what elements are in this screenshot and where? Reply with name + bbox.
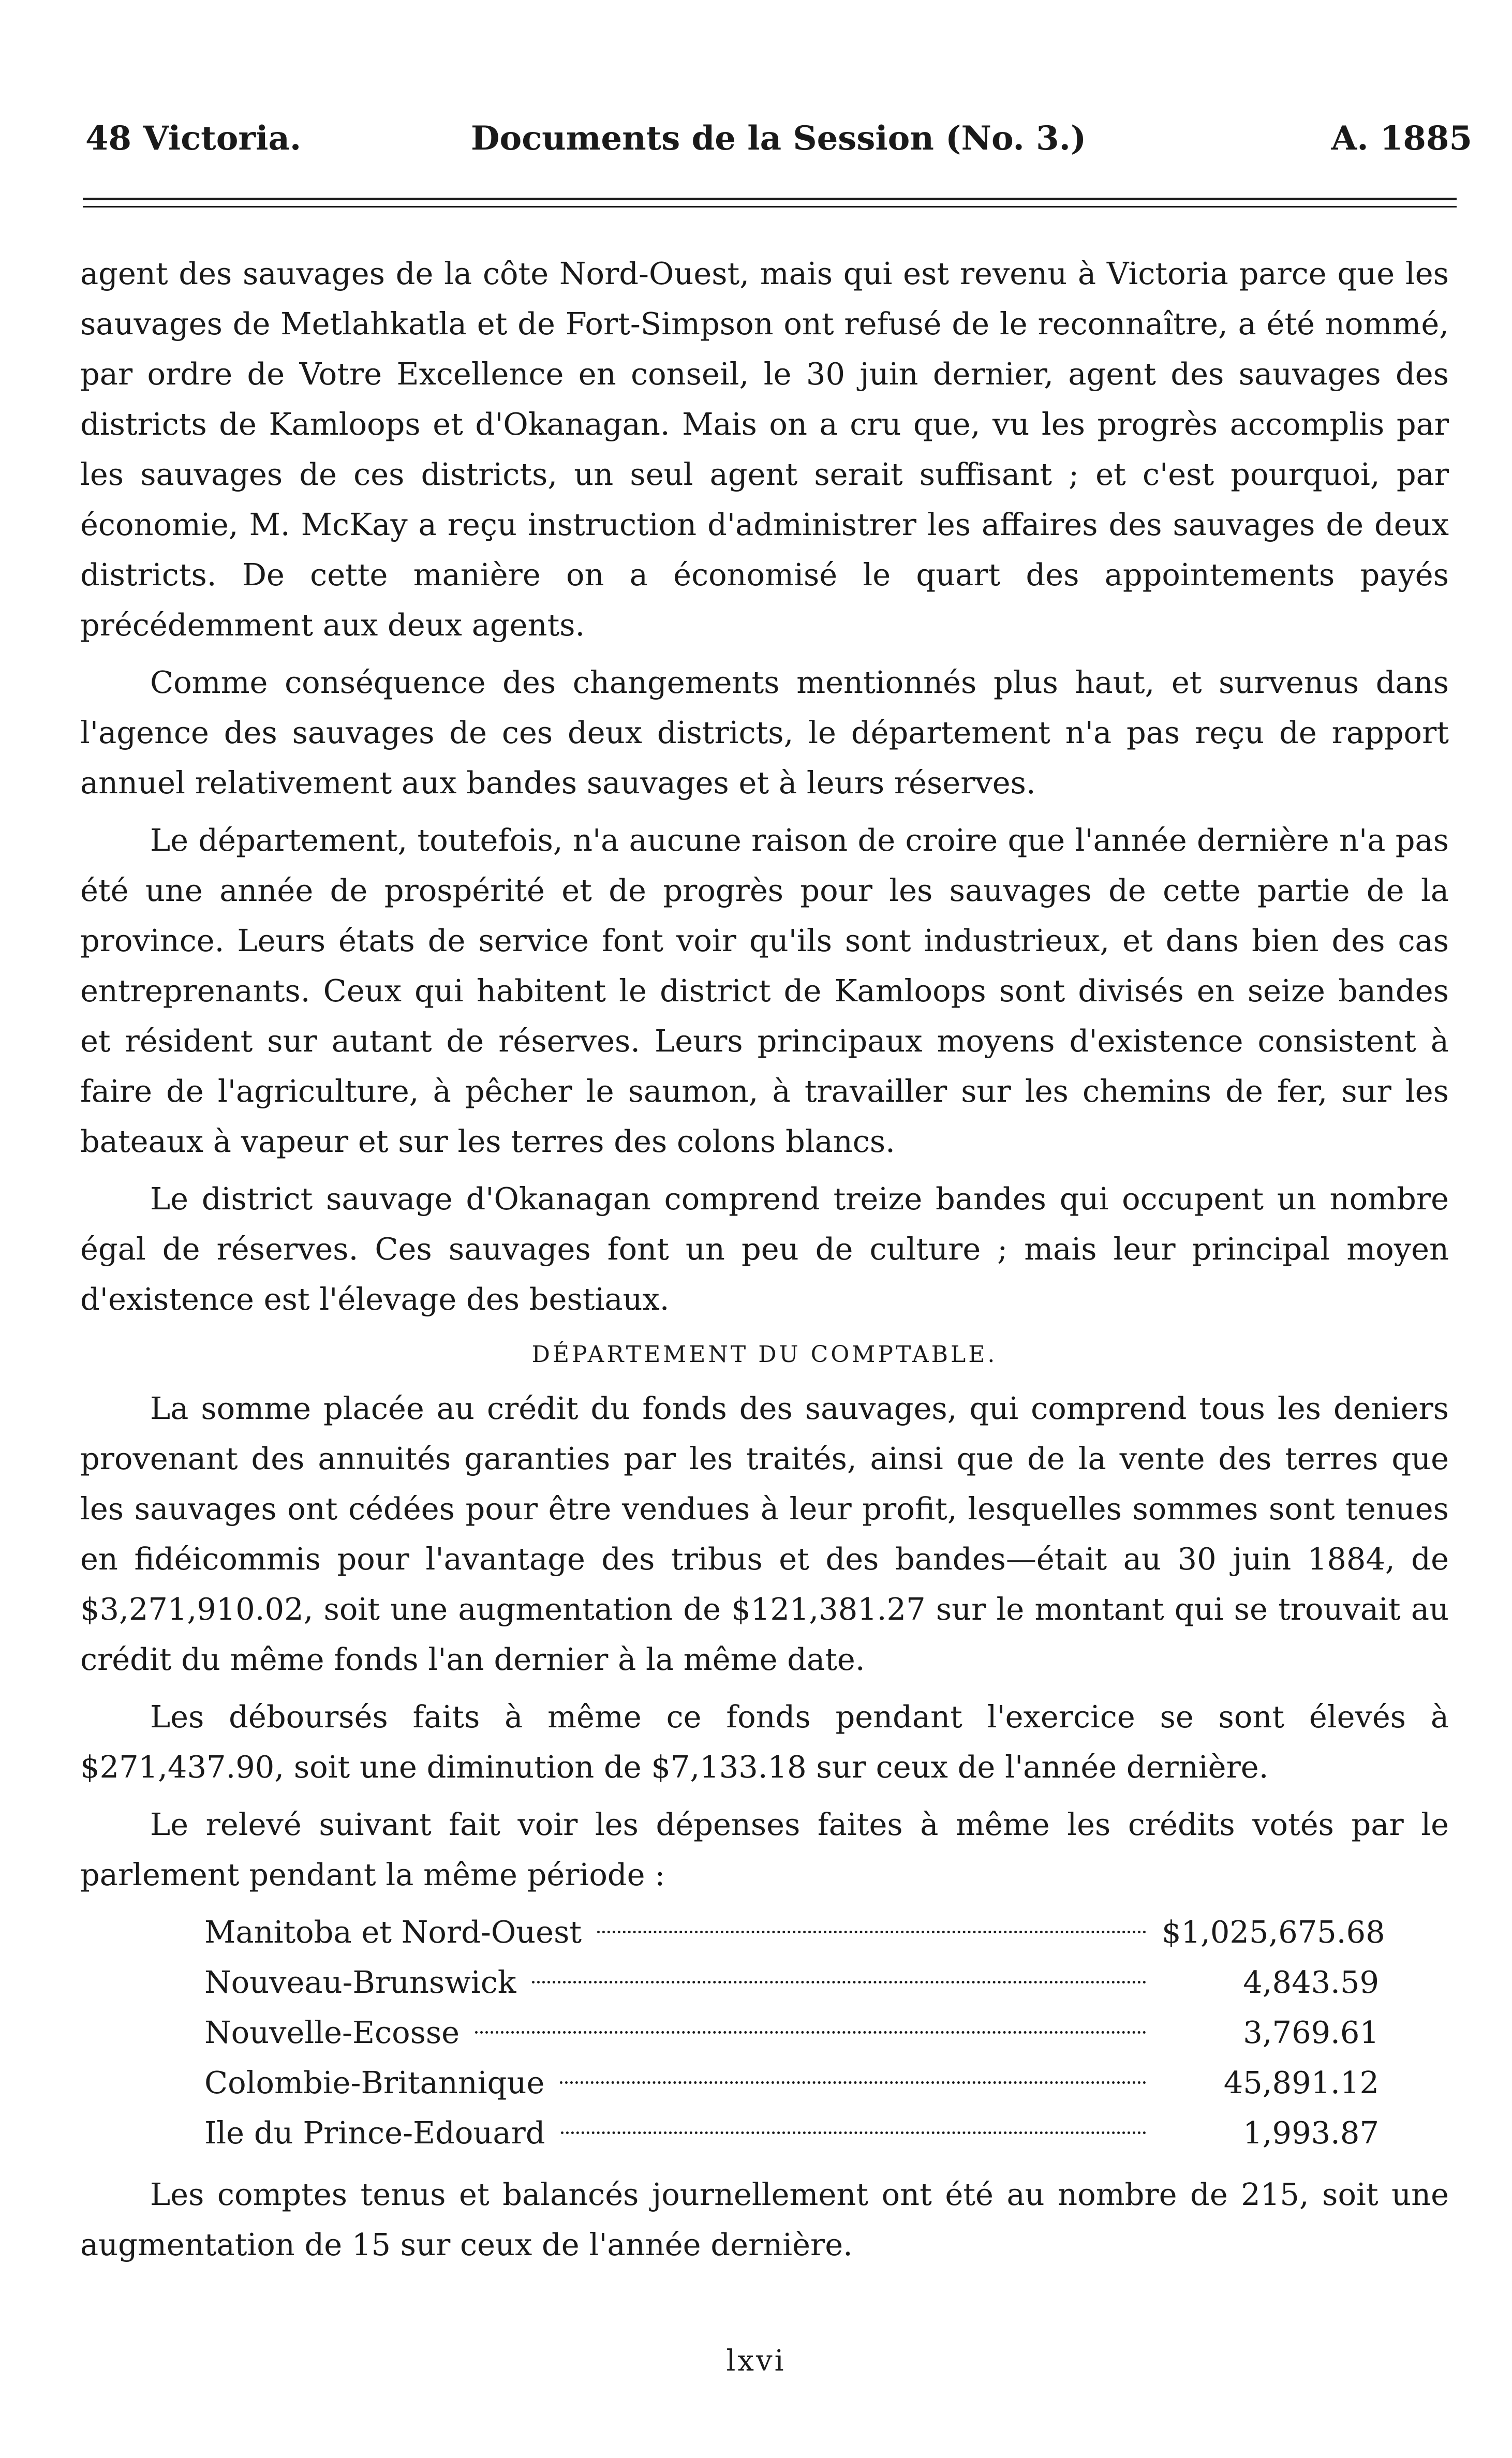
- page-folio: lxvi: [726, 2344, 786, 2378]
- paragraph: La somme placée au crédit du fonds des sauvages, qui comprend tous les deniers provenant des annuités garanties par les traités, ainsi que de la vente des terres que les sauvages ont cédées pour être vendues à leur profit, lesquelles sommes sont tenues en fidéicommis pour l'avantage des tribus et des bandes—était au 30 juin 1884, de $3,271,910.02, soit une augmentation de $121,381.27 sur le montant qui se trouvait au crédit du même fonds l'an dernier à la même date.: [80, 1390, 1449, 1677]
- header-rule-thin: [83, 206, 1457, 208]
- ledger-row: [204, 2057, 1379, 2108]
- header-year: A. 1885: [1331, 119, 1472, 158]
- paragraph: Le relevé suivant fait voir les dépenses faites à même les crédits votés par le parlement pendant la même période :: [80, 1807, 1449, 1892]
- ledger-amount: 1,993.87: [1243, 2115, 1379, 2151]
- body-text: [80, 248, 1449, 2277]
- header-volume: 48 Victoria.: [85, 119, 302, 158]
- paragraph: Les déboursés faits à même ce fonds pendant l'exercice se sont élevés à $271,437.90, soit une diminution de $7,133.18 sur ceux de l'année dernière.: [80, 1699, 1449, 1785]
- leader-dots: [475, 2031, 1146, 2034]
- paragraph: agent des sauvages de la côte Nord-Ouest, mais qui est revenu à Victoria parce que les sauvages de Metlahkatla et de Fort-Simpson ont refusé de le reconnaître, a été nommé, par ordre de Votre Excellence en conseil, le 30 juin dernier, agent des sauvages des districts de Kamloops et d'Okanagan. Mais on a cru que, vu les progrès accomplis par les sauvages de ces districts, un seul agent serait suffisant ; et c'est pourquoi, par économie, M. McKay a reçu instruction d'administrer les affaires des sauvages de deux districts. De cette manière on a économisé le quart des appointements payés précédemment aux deux agents.: [80, 256, 1449, 643]
- leader-dots: [597, 1931, 1146, 1933]
- ledger-label: Nouvelle-Ecosse: [204, 2015, 460, 2050]
- leader-dots: [532, 1981, 1146, 1983]
- paragraph: Le département, toutefois, n'a aucune raison de croire que l'année dernière n'a pas été une année de prospérité et de progrès pour les sauvages de cette partie de la province. Leurs états de service font voir qu'ils sont industrieux, et dans bien des cas entreprenants. Ceux qui habitent le district de Kamloops sont divisés en seize bandes et résident sur autant de réserves. Leurs principaux moyens d'existence consistent à faire de l'agriculture, à pêcher le saumon, à travailler sur les chemins de fer, sur les bateaux à vapeur et sur les terres des colons blancs.: [80, 822, 1449, 1159]
- ledger-amount: 45,891.12: [1223, 2065, 1379, 2100]
- ledger-label: Ile du Prince-Edouard: [204, 2115, 545, 2151]
- paragraph: Comme conséquence des changements mentionnés plus haut, et survenus dans l'agence des sauvages de ces deux districts, le département n'a pas reçu de rapport annuel relativement aux bandes sauvages et à leurs réserves.: [80, 664, 1449, 801]
- expenditure-ledger: [204, 1907, 1385, 2158]
- ledger-label: Colombie-Britannique: [204, 2065, 545, 2100]
- ledger-amount: 3,769.61: [1243, 2015, 1379, 2050]
- ledger-row: [204, 1907, 1385, 1957]
- leader-dots: [560, 2081, 1146, 2084]
- ledger-row: [204, 2007, 1379, 2057]
- paragraph: Le district sauvage d'Okanagan comprend treize bandes qui occupent un nombre égal de réserves. Ces sauvages font un peu de culture ; mais leur principal moyen d'existence est l'élevage des bestiaux.: [80, 1181, 1449, 1317]
- ledger-label: Nouveau-Brunswick: [204, 1964, 516, 2000]
- ledger-row: [204, 2108, 1379, 2158]
- section-heading: DÉPARTEMENT DU COMPTABLE.: [531, 1341, 998, 1368]
- header-title: Documents de la Session (No. 3.): [471, 119, 1087, 158]
- ledger-label: Manitoba et Nord-Ouest: [204, 1914, 582, 1950]
- leader-dots: [561, 2131, 1146, 2134]
- ledger-row: [204, 1957, 1379, 2007]
- ledger-amount: 4,843.59: [1243, 1964, 1379, 2000]
- header-rule-thick: [83, 198, 1457, 200]
- paragraph: Les comptes tenus et balancés journellement ont été au nombre de 215, soit une augmentation de 15 sur ceux de l'année dernière.: [80, 2176, 1449, 2262]
- running-header: [85, 119, 1472, 176]
- ledger-amount: $1,025,675.68: [1162, 1914, 1385, 1950]
